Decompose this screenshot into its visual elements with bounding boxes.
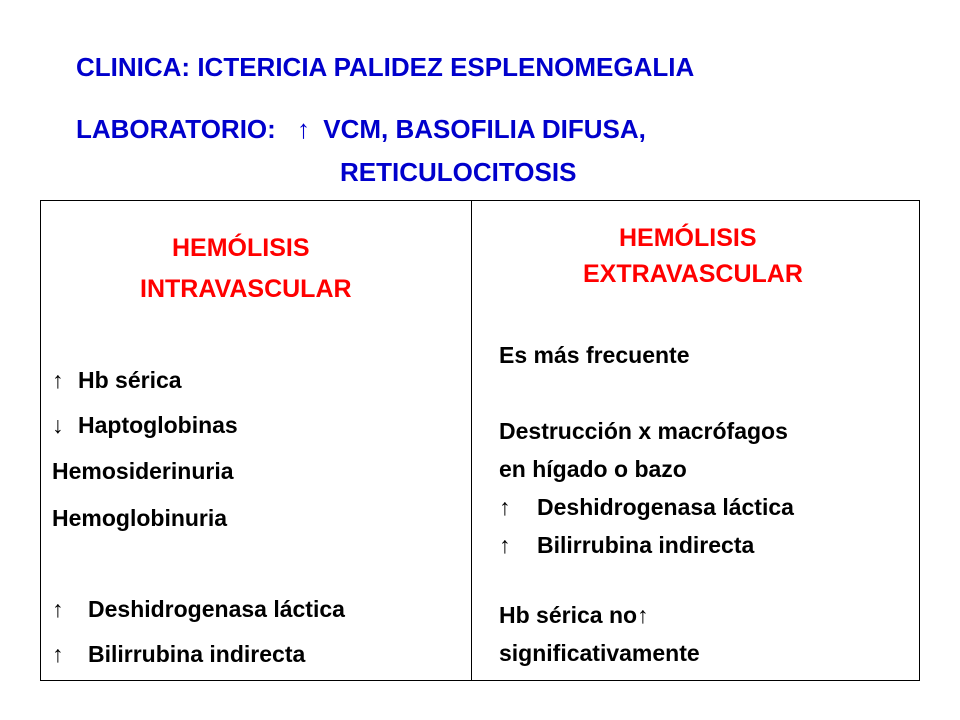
right-line-higado: en hígado o bazo <box>499 456 687 482</box>
left-item-text: Deshidrogenasa láctica <box>88 596 345 622</box>
arrow-up-icon: ↑ <box>52 641 64 667</box>
left-item-text: Haptoglobinas <box>78 412 238 438</box>
arrow-up-icon: ↑ <box>52 367 64 393</box>
arrow-up-icon: ↑ <box>297 114 311 144</box>
right-title-1: HEMÓLISIS <box>619 224 757 252</box>
right-item-text: Bilirrubina indirecta <box>537 532 755 558</box>
right-item-text: Deshidrogenasa láctica <box>537 494 794 520</box>
right-hb-text: Hb sérica no <box>499 602 638 628</box>
arrow-up-icon: ↑ <box>637 602 649 628</box>
right-title-2: EXTRAVASCULAR <box>583 260 803 288</box>
arrow-up-icon: ↑ <box>52 596 64 622</box>
lab-line <box>76 114 646 145</box>
right-line-significativamente: significativamente <box>499 640 700 666</box>
left-title-1: HEMÓLISIS <box>172 234 310 262</box>
left-item-ldh <box>52 596 345 623</box>
left-item-hemosiderinuria: Hemosiderinuria <box>52 458 234 484</box>
right-line-frecuente: Es más frecuente <box>499 342 690 368</box>
arrow-up-icon: ↑ <box>499 532 511 558</box>
arrow-down-icon: ↓ <box>52 412 64 438</box>
lab-values: VCM, BASOFILIA DIFUSA, <box>323 114 646 144</box>
clinica-line: CLINICA: ICTERICIA PALIDEZ ESPLENOMEGALIA <box>76 52 695 82</box>
right-line-destruccion: Destrucción x macrófagos <box>499 418 788 444</box>
left-item-bilirrubina <box>52 641 305 668</box>
right-item-ldh <box>499 494 794 521</box>
arrow-up-icon: ↑ <box>499 494 511 520</box>
left-item-text: Hb sérica <box>78 367 182 393</box>
left-item-text: Bilirrubina indirecta <box>88 641 306 667</box>
left-item-hemoglobinuria: Hemoglobinuria <box>52 505 228 531</box>
left-item-hb <box>52 367 182 394</box>
right-line-hb <box>499 602 649 629</box>
lab-line-2: RETICULOCITOSIS <box>340 157 577 187</box>
left-title-2: INTRAVASCULAR <box>140 275 352 303</box>
lab-label: LABORATORIO: <box>76 114 276 144</box>
right-item-bilirrubina <box>499 532 754 559</box>
column-divider <box>471 200 472 681</box>
left-item-haptoglobinas <box>52 412 238 439</box>
